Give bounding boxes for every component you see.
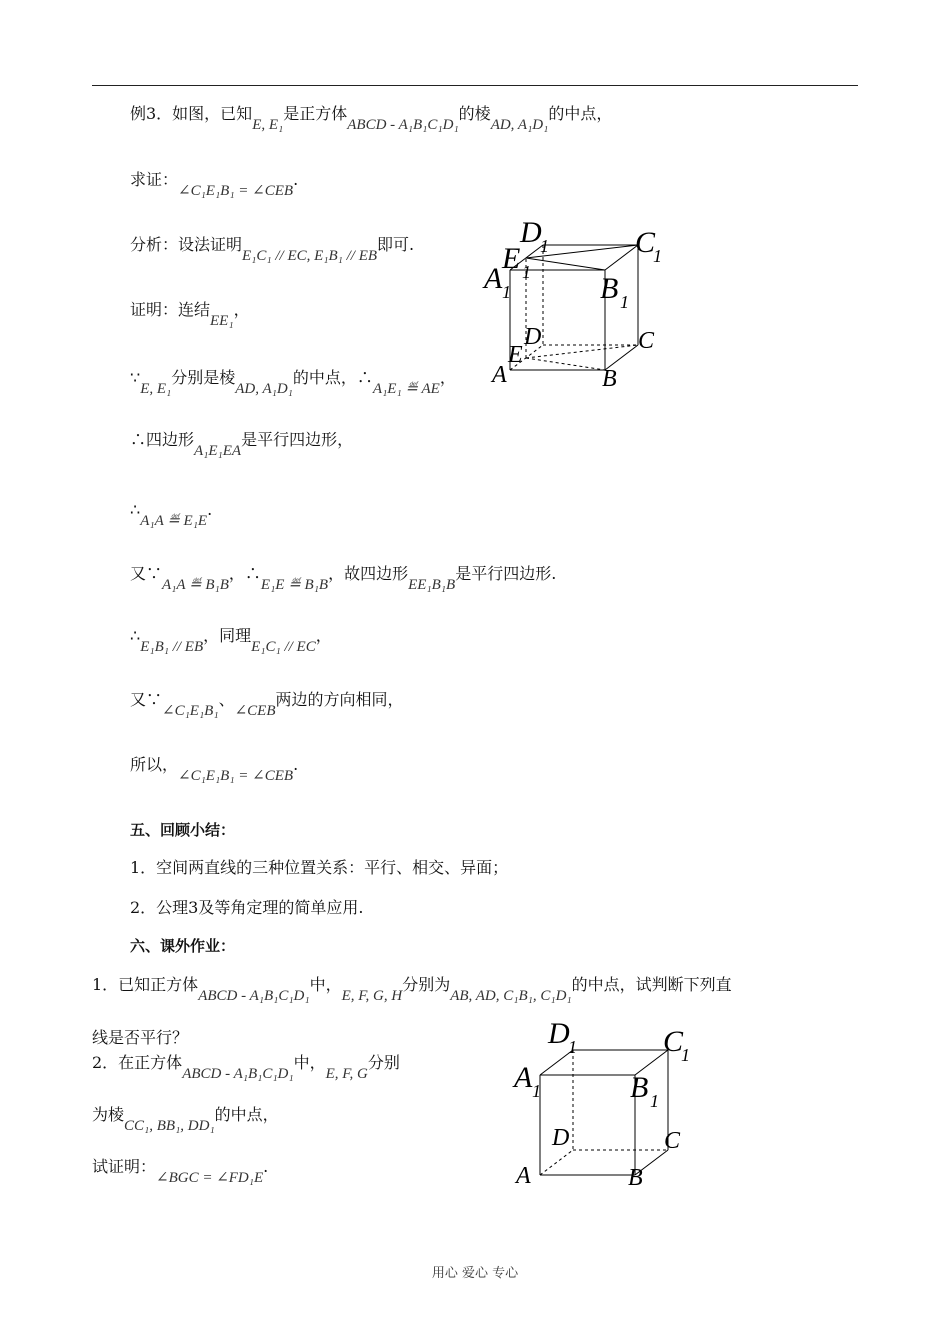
text: 分析：设法证明 — [130, 235, 243, 254]
homework-q1-cont: 线是否平行？ — [92, 1028, 189, 1047]
cube-figure-2 — [510, 1015, 710, 1195]
text: 的中点， — [214, 1105, 279, 1124]
label-D1: D — [520, 216, 542, 249]
text: 分别为 — [402, 975, 451, 994]
label-D1-sub: 1 — [540, 236, 549, 256]
math: A₁E₁ ≝ AE — [372, 381, 440, 397]
math: A₁A ≝ B₁B — [162, 577, 229, 593]
label-A1-sub: 1 — [532, 1081, 541, 1101]
hidden-edge — [540, 1150, 573, 1175]
math: A₁A ≝ E₁E — [140, 513, 208, 529]
label-A1-sub: 1 — [502, 282, 511, 302]
math: E₁B₁ // EB — [140, 639, 204, 655]
math: AB, AD, C₁B₁, C₁D₁ — [450, 988, 572, 1004]
text: ，故四边形 — [328, 564, 409, 583]
label-A1: A — [514, 1061, 533, 1094]
label-B1-sub: 1 — [620, 292, 629, 312]
text: ， — [315, 626, 332, 645]
label-B: B — [602, 366, 617, 392]
text: . — [263, 1157, 269, 1176]
text: 的中点， — [548, 104, 613, 123]
segment-e-c — [526, 345, 638, 358]
math: E, E₁ — [140, 381, 172, 397]
text: ∵ — [130, 368, 141, 387]
text: 为棱 — [92, 1105, 125, 1124]
example-line-1 — [130, 104, 613, 133]
text: 例3．如图，已知 — [130, 104, 253, 123]
label-B1: B — [630, 1071, 649, 1104]
text: 分别 — [367, 1053, 400, 1072]
math: ∠C₁E₁B₁ — [162, 703, 219, 719]
label-B: B — [628, 1165, 643, 1191]
homework-heading: 六、课外作业： — [130, 937, 236, 955]
label-E1-sub: 1 — [522, 262, 531, 282]
summary-heading: 五、回顾小结： — [130, 821, 236, 839]
summary-item-2: 2．公理3及等角定理的简单应用. — [130, 898, 364, 917]
label-E1: E — [502, 242, 521, 275]
example-line-10 — [130, 690, 404, 719]
text: 又∵ — [130, 690, 163, 709]
label-A1: A — [484, 262, 503, 295]
text: 即可. — [377, 235, 415, 254]
text: . — [293, 755, 299, 774]
label-D1: D — [548, 1017, 570, 1050]
math: AD, A₁D₁ — [235, 381, 293, 397]
homework-q2 — [92, 1053, 400, 1082]
cube-figure-1 — [480, 210, 680, 400]
text: . — [293, 170, 299, 189]
text: ， — [439, 368, 456, 387]
text: ，∴ — [228, 564, 261, 583]
math: CC₁, BB₁, DD₁ — [124, 1118, 215, 1134]
header-rule — [92, 85, 858, 86]
text: 中， — [293, 1053, 326, 1072]
label-C1-sub: 1 — [653, 246, 662, 266]
example-line-2 — [130, 170, 299, 199]
text: ∴ — [130, 500, 141, 519]
text: 的中点，试判断下列直 — [571, 975, 732, 994]
math: E₁C₁ // EC — [251, 639, 316, 655]
example-line-7 — [130, 500, 213, 529]
math: ∠BGC = ∠FD₁E — [156, 1170, 264, 1186]
math: EE₁B₁B — [408, 577, 456, 593]
example-line-8 — [130, 564, 557, 593]
text: 是正方体 — [283, 104, 348, 123]
text: 的棱 — [458, 104, 491, 123]
label-C: C — [638, 328, 655, 354]
math: ABCD - A₁B₁C₁D₁ — [198, 988, 310, 1004]
segment-e1-b1 — [526, 258, 605, 270]
label-A: A — [492, 362, 507, 388]
math: E₁E ≝ B₁B — [260, 577, 329, 593]
math: E, E₁ — [252, 117, 284, 133]
math: A₁E₁EA — [194, 443, 242, 459]
label-C1: C — [663, 1025, 684, 1058]
homework-q2-cont — [92, 1105, 279, 1134]
math: ABCD - A₁B₁C₁D₁ — [182, 1066, 294, 1082]
label-D: D — [524, 324, 542, 350]
text: 证明：连结 — [130, 300, 211, 319]
text: 又∵ — [130, 564, 163, 583]
label-D: D — [552, 1125, 570, 1151]
math: E, F, G — [325, 1066, 368, 1082]
label-C1-sub: 1 — [681, 1045, 690, 1065]
text: 中， — [309, 975, 342, 994]
segment-e-b — [526, 358, 605, 370]
math: E₁C₁ // EC, E₁B₁ // EB — [242, 248, 378, 264]
label-C1: C — [635, 226, 656, 259]
math: EE₁ — [210, 313, 234, 329]
text: 2．在正方体 — [92, 1053, 183, 1072]
text: 两边的方向相同， — [275, 690, 404, 709]
label-D1-sub: 1 — [568, 1037, 577, 1057]
example-line-9 — [130, 626, 332, 655]
text: 是平行四边形. — [455, 564, 557, 583]
text: . — [207, 500, 213, 519]
example-line-4 — [130, 300, 250, 329]
label-E: E — [508, 342, 523, 368]
text: 分别是棱 — [171, 368, 236, 387]
text: ， — [233, 300, 250, 319]
text: 试证明： — [92, 1157, 157, 1176]
text: 所以， — [130, 755, 179, 774]
example-line-3 — [130, 235, 415, 264]
text: 、 — [218, 690, 235, 709]
text: ，同理 — [203, 626, 252, 645]
label-B1-sub: 1 — [650, 1091, 659, 1111]
homework-q1 — [92, 975, 732, 1004]
math: E, F, G, H — [341, 988, 403, 1004]
text: ∴四边形 — [130, 430, 195, 449]
text: ∴ — [130, 626, 141, 645]
summary-item-1: 1．空间两直线的三种位置关系：平行、相交、异面； — [130, 858, 509, 877]
homework-q2-prove — [92, 1157, 269, 1186]
math: AD, A₁D₁ — [490, 117, 549, 133]
math: ∠C₁E₁B₁ = ∠CEB — [178, 768, 294, 784]
label-B1: B — [600, 272, 619, 305]
text: 的中点，∴ — [292, 368, 373, 387]
math: ∠CEB — [234, 703, 276, 719]
text: 1．已知正方体 — [92, 975, 199, 994]
math: ABCD - A₁B₁C₁D₁ — [347, 117, 459, 133]
math: ∠C₁E₁B₁ = ∠CEB — [178, 183, 294, 199]
text: 是平行四边形， — [241, 430, 354, 449]
label-C: C — [664, 1128, 681, 1154]
example-line-6 — [130, 430, 354, 459]
text: 求证： — [130, 170, 179, 189]
label-A: A — [516, 1163, 531, 1189]
example-line-5 — [130, 368, 456, 397]
example-line-11 — [130, 755, 299, 784]
page-footer: 用心 爱心 专心 — [431, 1266, 519, 1281]
